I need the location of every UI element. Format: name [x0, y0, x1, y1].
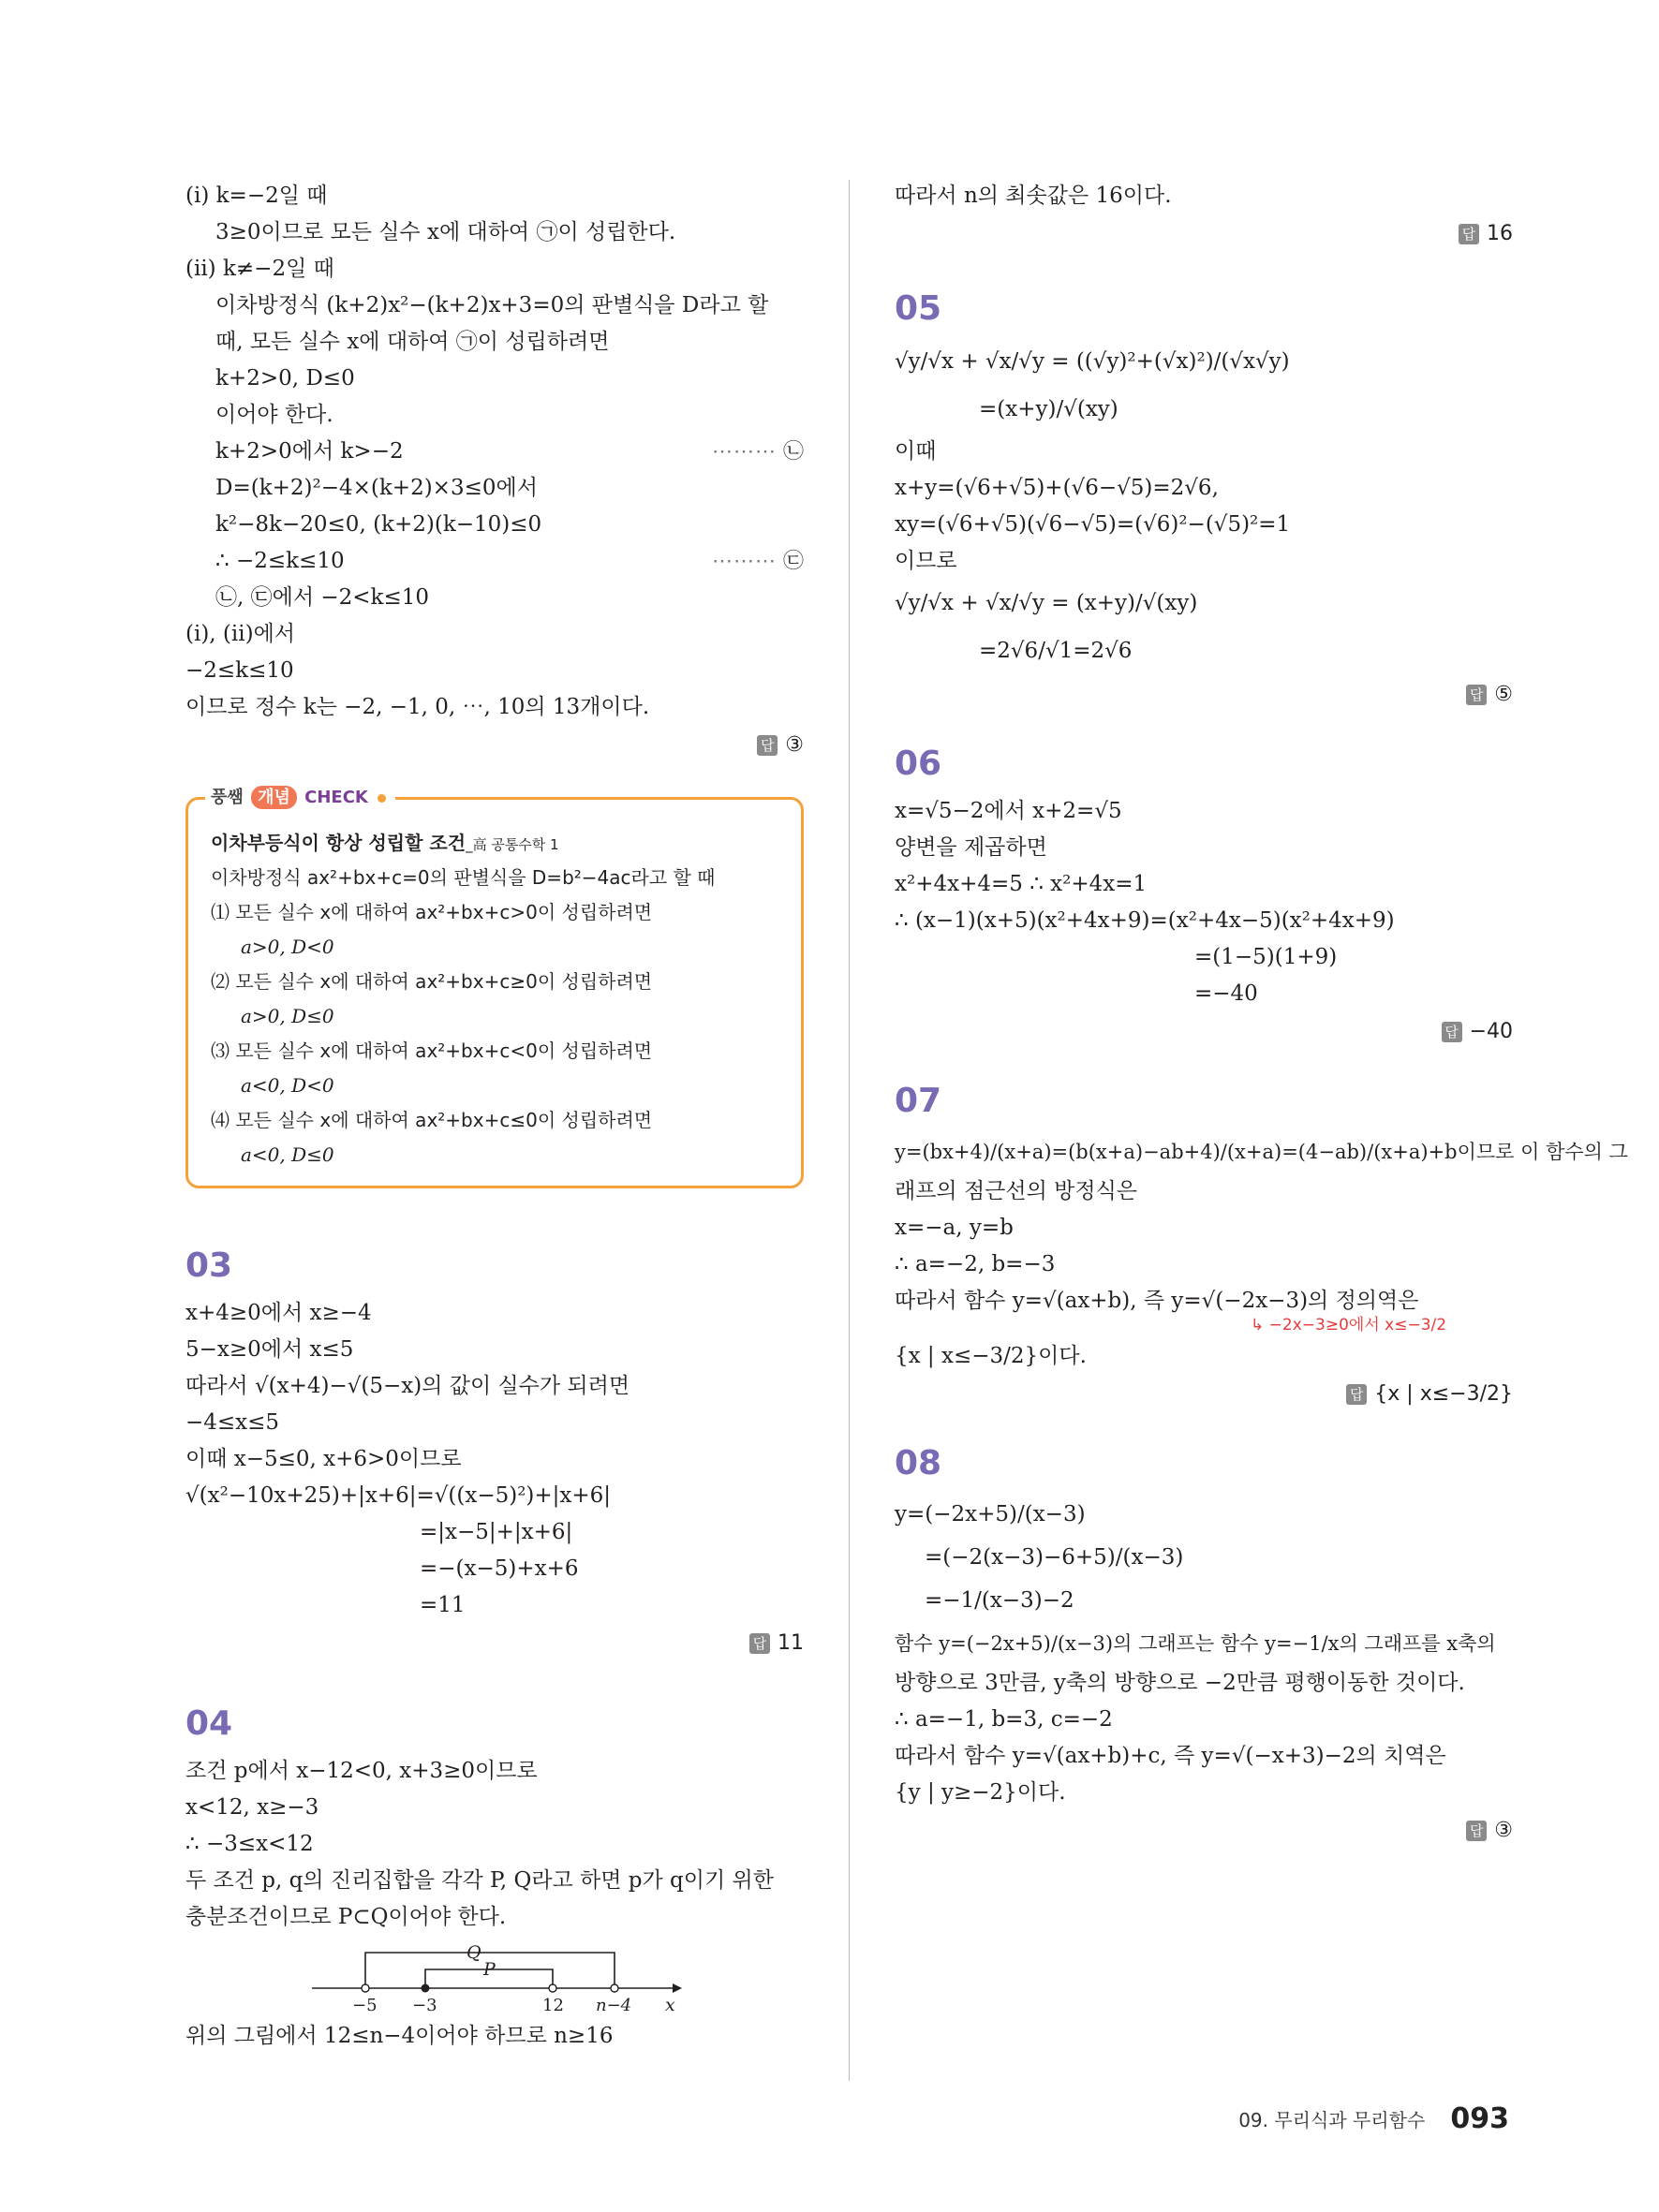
dot-icon [378, 794, 386, 803]
text-line: 때, 모든 실수 x에 대하여 ㉠이 성립하려면 [215, 330, 610, 354]
text-line-content: ∴ −2≤k≤10 [215, 549, 345, 573]
domain-note: ↳ −2x−3≥0에서 x≤−3/2 [1251, 1316, 1447, 1335]
text-line: −4≤x≤5 [185, 1410, 280, 1435]
text-line [185, 434, 804, 470]
tick-label: n−4 [596, 1996, 632, 2014]
text-line: y=(−2x+5)/(x−3) [895, 1502, 1086, 1526]
answer-line: 답 ③ [895, 1811, 1513, 1851]
text-line: x+4≥0에서 x≥−4 [185, 1301, 372, 1325]
text-line: x+y=(√6+√5)+(√6−√5)=2√6, [895, 476, 1219, 500]
text-line: =(x+y)/√(xy) [979, 397, 1118, 421]
text-line: =−1/(x−3)−2 [925, 1588, 1074, 1613]
text-line: y=(bx+4)/(x+a)=(b(x+a)−ab+4)/(x+a)=(4−ab)/(x+a)+b이므로 이 함수의 그 [895, 1141, 1628, 1163]
text-line: D=(k+2)²−4×(k+2)×3≤0에서 [215, 476, 538, 500]
set-p-label: P [483, 1959, 496, 1980]
text-line: 이어야 한다. [215, 403, 333, 427]
point-minus3 [422, 1984, 430, 1993]
text-line: ∴ −3≤x<12 [185, 1832, 314, 1856]
chapter-title: 09. 무리식과 무리함수 [1238, 2109, 1426, 2131]
text-line: ∴ (x−1)(x+5)(x²+4x+9)=(x²+4x−5)(x²+4x+9) [895, 908, 1395, 933]
text-line: 따라서 √(x+4)−√(5−x)의 값이 실수가 되려면 [185, 1374, 630, 1398]
answer-line: 답 16 [895, 214, 1513, 254]
text-line: √y/√x + √x/√y = (x+y)/√(xy) [895, 591, 1198, 615]
concept-item: a>0, D<0 [241, 936, 334, 958]
answer-badge: 답 [1466, 685, 1487, 705]
tick-label: 12 [542, 1996, 564, 2014]
text-line: (ⅰ), (ⅱ)에서 [185, 622, 296, 646]
text-line: =−(x−5)+x+6 [420, 1556, 579, 1581]
text-line: =2√6/√1=2√6 [979, 639, 1133, 663]
text-line: 따라서 함수 y=√(ax+b), 즉 y=√(−2x−3)의 정의역은 [895, 1289, 1419, 1313]
concept-check-label: 풍쌤 개념 CHECK [205, 784, 395, 808]
problem-number: 05 [895, 289, 942, 328]
answer-line: 답 −40 [895, 1012, 1513, 1052]
concept-item: a>0, D≤0 [241, 1005, 334, 1027]
problem-number: 06 [895, 745, 942, 783]
text-line: 5−x≥0에서 x≤5 [185, 1337, 354, 1362]
text-line: x²+4x+4=5 ∴ x²+4x=1 [895, 872, 1148, 896]
point-12 [549, 1984, 556, 1992]
text-line: {x | x≤−3/2}이다. [895, 1344, 1087, 1368]
concept-item: ⑴ 모든 실수 x에 대하여 ax²+bx+c>0이 성립하려면 [211, 901, 653, 923]
concept-item: ⑵ 모든 실수 x에 대하여 ax²+bx+c≥0이 성립하려면 [211, 970, 653, 993]
equation-marker: ⋯⋯⋯ ㉡ [711, 440, 804, 464]
text-line: =(1−5)(1+9) [1194, 945, 1338, 969]
text-line: 위의 그림에서 12≤n−4이어야 하므로 n≥16 [185, 2024, 614, 2048]
text-line [185, 543, 804, 580]
page-footer [1238, 2102, 1509, 2135]
concept-intro: 이차방정식 ax²+bx+c=0의 판별식을 D=b²−4ac라고 할 때 [211, 866, 716, 889]
answer-badge: 답 [1346, 1384, 1367, 1405]
text-line: ∴ a=−1, b=3, c=−2 [895, 1707, 1113, 1732]
text-line: 양변을 제곱하면 [895, 835, 1047, 860]
text-line: 함수 y=(−2x+5)/(x−3)의 그래프는 함수 y=−1/x의 그래프를 x축의 [895, 1632, 1496, 1655]
text-line: 따라서 함수 y=√(ax+b)+c, 즉 y=√(−x+3)−2의 치역은 [895, 1744, 1446, 1768]
text-line: −2≤k≤10 [185, 658, 294, 683]
text-line: 조건 p에서 x−12<0, x+3≥0이므로 [185, 1759, 538, 1783]
set-q-label: Q [467, 1942, 481, 1963]
page-number: 093 [1450, 2102, 1509, 2135]
text-line: x<12, x≥−3 [185, 1795, 319, 1820]
axis-arrow [673, 1983, 682, 1993]
answer-line: 답 {x | x≤−3/2} [895, 1375, 1513, 1414]
number-line-diagram [185, 1939, 804, 2014]
text-line: ㉡, ㉢에서 −2<k≤10 [215, 585, 430, 610]
text-line: k²−8k−20≤0, (k+2)(k−10)≤0 [215, 512, 542, 537]
text-line: 래프의 점근선의 방정식은 [895, 1179, 1138, 1203]
tick-label: −3 [412, 1996, 437, 2014]
tick-label: −5 [352, 1996, 378, 2014]
text-line: 두 조건 p, q의 진리집합을 각각 P, Q라고 하면 p가 q이기 위한 [185, 1868, 774, 1893]
answer-line: 답 ⑤ [895, 675, 1513, 715]
text-line: (ⅱ) k≠−2일 때 [185, 257, 334, 281]
left-column [185, 178, 804, 2055]
answer-badge: 답 [1466, 1821, 1487, 1841]
text-line: 충분조건이므로 P⊂Q이어야 한다. [185, 1905, 507, 1929]
column-divider [849, 180, 850, 2081]
text-line: =(−2(x−3)−6+5)/(x−3) [925, 1545, 1184, 1570]
text-line: 이때 [895, 439, 937, 464]
answer-badge: 답 [1459, 224, 1479, 244]
equation-marker: ⋯⋯⋯ ㉢ [711, 550, 804, 573]
concept-item: ⑷ 모든 실수 x에 대하여 ax²+bx+c≤0이 성립하려면 [211, 1109, 653, 1131]
point-n-minus-4 [611, 1984, 618, 1992]
text-line-content: k+2>0에서 k>−2 [215, 439, 404, 464]
concept-item: a<0, D≤0 [241, 1143, 334, 1166]
text-line: =−40 [1194, 981, 1258, 1006]
concept-heading: 이차부등식이 항상 성립할 조건_高 공통수학 1 [211, 832, 559, 854]
axis-label: x [665, 1995, 675, 2014]
text-line: 방향으로 3만큼, y축의 방향으로 −2만큼 평행이동한 것이다. [895, 1671, 1465, 1695]
text-line: {y | y≥−2}이다. [895, 1780, 1066, 1805]
text-line: k+2>0, D≤0 [215, 366, 355, 391]
right-column [895, 178, 1628, 1851]
answer-badge: 답 [749, 1633, 770, 1654]
text-line: 따라서 n의 최솟값은 16이다. [895, 184, 1172, 208]
text-line: √(x²−10x+25)+|x+6|=√((x−5)²)+|x+6| [185, 1483, 612, 1508]
text-line: (ⅰ) k=−2일 때 [185, 184, 328, 208]
text-line: xy=(√6+√5)(√6−√5)=(√6)²−(√5)²=1 [895, 512, 1291, 537]
problem-number: 04 [185, 1704, 233, 1743]
text-line: x=√5−2에서 x+2=√5 [895, 799, 1122, 823]
answer-badge: 답 [1442, 1022, 1462, 1042]
problem-number: 08 [895, 1444, 942, 1482]
concept-item: ⑶ 모든 실수 x에 대하여 ax²+bx+c<0이 성립하려면 [211, 1040, 653, 1062]
problem-number: 03 [185, 1246, 233, 1285]
text-line: ∴ a=−2, b=−3 [895, 1252, 1056, 1276]
text-line: √y/√x + √x/√y = ((√y)²+(√x)²)/(√x√y) [895, 349, 1290, 374]
point-minus5 [362, 1984, 369, 1992]
text-line: 이차방정식 (k+2)x²−(k+2)x+3=0의 판별식을 D라고 할 [215, 293, 769, 317]
problem-number: 07 [895, 1082, 942, 1120]
return-arrow-icon: ↳ [1251, 1316, 1269, 1335]
text-line: =|x−5|+|x+6| [420, 1520, 573, 1544]
text-line: =11 [420, 1593, 466, 1617]
answer-line: 답 11 [185, 1624, 804, 1663]
answer-line: 답 ③ [185, 726, 804, 765]
text-line: 이때 x−5≤0, x+6>0이므로 [185, 1447, 462, 1471]
concept-item: a<0, D<0 [241, 1074, 334, 1097]
text-line: 3≥0이므로 모든 실수 x에 대하여 ㉠이 성립한다. [215, 220, 676, 244]
text-line: 이므로 정수 k는 −2, −1, 0, ⋯, 10의 13개이다. [185, 695, 650, 719]
concept-check-box [185, 788, 804, 1188]
text-line: x=−a, y=b [895, 1216, 1014, 1240]
answer-badge: 답 [757, 735, 778, 756]
text-line: 이므로 [895, 549, 957, 573]
